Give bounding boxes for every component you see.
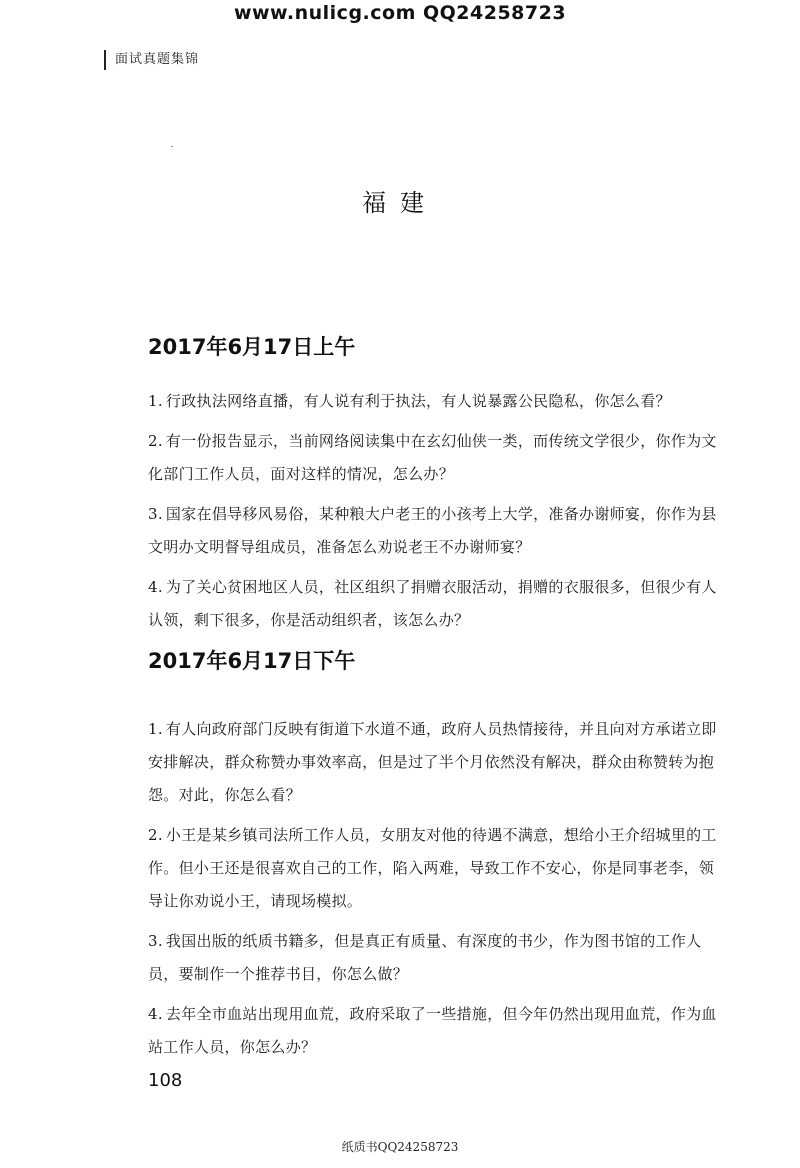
question-item <box>148 998 728 1064</box>
question-item <box>148 925 728 991</box>
page-number: 108 <box>148 1070 183 1091</box>
question-text: 行政执法网络直播，有人说有利于执法，有人说暴露公民隐私，你怎么看？ <box>165 392 671 410</box>
bottom-watermark: 纸质书QQ24258723 <box>341 1140 459 1154</box>
question-item <box>148 385 728 418</box>
question-text: 我国出版的纸质书籍多，但是真正有质量、有深度的书少，作为图书馆的工作人员，要制作一个推荐书目，你怎么做？ <box>148 932 702 983</box>
question-text: 国家在倡导移风易俗，某种粮大户老王的小孩考上大学，准备办谢师宴，你作为县文明办文明督导组成员，准备怎么劝说老王不办谢师宴？ <box>148 505 717 556</box>
question-number: 1. <box>148 392 163 410</box>
top-watermark: www.nulicg.com QQ24258723 <box>233 2 567 24</box>
question-item <box>148 713 728 812</box>
section-title: 2017年6月17日上午 <box>148 335 356 359</box>
question-text: 去年全市血站出现用血荒，政府采取了一些措施，但今年仍然出现用血荒，作为血站工作人员，你怎么办？ <box>148 1005 717 1056</box>
question-number: 4. <box>148 1005 163 1023</box>
question-text: 有人向政府部门反映有街道下水道不通，政府人员热情接待，并且向对方承诺立即安排解决，群众称赞办事效率高，但是过了半个月依然没有解决，群众由称赞转为抱怨。对此，你怎么看？ <box>148 720 717 804</box>
question-text: 为了关心贫困地区人员，社区组织了捐赠衣服活动，捐赠的衣服很多，但很少有人认领，剩下很多，你是活动组织者，该怎么办？ <box>148 578 717 629</box>
question-number: 4. <box>148 578 163 596</box>
question-number: 3. <box>148 932 163 950</box>
question-text: 小王是某乡镇司法所工作人员，女朋友对他的待遇不满意，想给小王介绍城里的工作。但小王还是很喜欢自己的工作，陷入两难，导致工作不安心，你是同事老李，领导让你劝说小王，请现场模拟。 <box>148 826 717 910</box>
section-afternoon <box>148 646 728 1071</box>
question-item <box>148 571 728 637</box>
question-number: 3. <box>148 505 163 523</box>
question-item <box>148 498 728 564</box>
page-title: 福建 <box>362 189 438 217</box>
question-number: 2. <box>148 432 163 450</box>
running-head: 面试真题集锦 <box>104 50 199 70</box>
question-item <box>148 425 728 491</box>
section-title: 2017年6月17日下午 <box>148 649 356 673</box>
section-morning <box>148 332 728 644</box>
question-number: 1. <box>148 720 163 738</box>
question-text: 有一份报告显示，当前网络阅读集中在玄幻仙侠一类，而传统文学很少，你作为文化部门工作人员，面对这样的情况，怎么办？ <box>148 432 717 483</box>
scan-speck <box>171 146 173 147</box>
question-number: 2. <box>148 826 163 844</box>
question-item <box>148 819 728 918</box>
